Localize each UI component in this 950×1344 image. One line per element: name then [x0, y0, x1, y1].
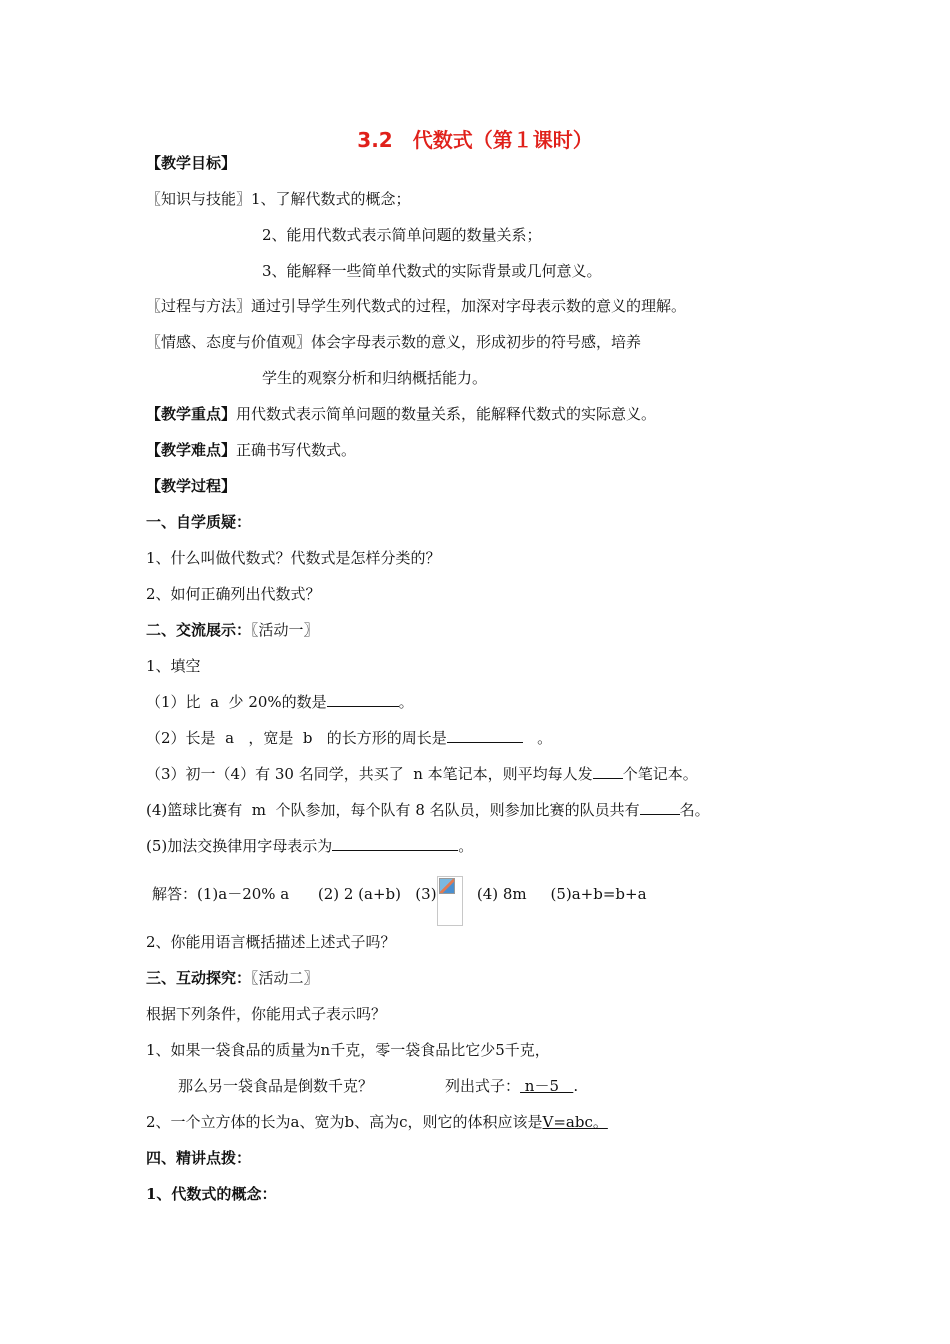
- answer-line: [152, 884, 647, 926]
- section2-fill: 1、填空: [146, 657, 201, 675]
- section3-q2-text: 2、一个立方体的长为a、宽为b、高为c，则它的体积应该是: [146, 1113, 543, 1131]
- fill-item-1: [146, 692, 414, 712]
- difficulty-line: [146, 440, 356, 460]
- fill-blank-3[interactable]: [593, 764, 623, 779]
- section3-q1-answer: n－5: [520, 1077, 574, 1095]
- emotion-label: 〖情感、态度与价值观〗: [146, 333, 312, 351]
- fill-item-3-text: （3）初一（4）有 30 名同学，共买了 n 本笔记本，则平均每人发: [146, 765, 593, 783]
- fill-blank-5[interactable]: [332, 836, 458, 851]
- fill-item-5: [146, 836, 473, 856]
- section4-heading: 四、精讲点拨：: [146, 1149, 252, 1167]
- fill-blank-2[interactable]: [447, 728, 523, 743]
- section3-q1-question: 那么另一袋食品是倒数千克？: [178, 1077, 374, 1095]
- key-point-text: 用代数式表示简单问题的数量关系，能解释代数式的实际意义。: [236, 405, 657, 423]
- emotion-text-cont: 学生的观察分析和归纳概括能力。: [262, 369, 488, 387]
- knowledge-line-1: [146, 189, 411, 209]
- knowledge-item-1: 1、了解代数式的概念；: [251, 190, 411, 208]
- broken-image-icon: [437, 876, 463, 926]
- goals-heading: 【教学目标】: [146, 154, 237, 172]
- answer-text-b: (4) 8m (5)a+b=b+a: [462, 885, 647, 903]
- fill-item-3-end: 个笔记本。: [622, 765, 698, 783]
- fill-item-2-text: （2）长是 a ，宽是 b 的长方形的周长是: [146, 729, 447, 747]
- section3-heading-line: [146, 968, 319, 988]
- fill-blank-1[interactable]: [327, 692, 399, 707]
- fill-item-5-text: (5)加法交换律用字母表示为: [146, 837, 333, 855]
- fill-item-4-text: (4)篮球比赛有 m 个队参加，每个队有 8 名队员，则参加比赛的队员共有: [146, 801, 640, 819]
- fill-item-1-end: 。: [398, 693, 414, 711]
- fill-item-1-text: （1）比 a 少 20%的数是: [146, 693, 327, 711]
- section2-heading-line: [146, 620, 319, 640]
- section3-intro: 根据下列条件，你能用式子表示吗？: [146, 1005, 387, 1023]
- knowledge-label: 〖知识与技能〗: [146, 190, 252, 208]
- process-heading: 【教学过程】: [146, 477, 237, 495]
- section2-heading: 二、交流展示：: [146, 621, 252, 639]
- key-point-line: [146, 404, 656, 424]
- section3-q1: 1、如果一袋食品的质量为n千克，零一袋食品比它少5千克，: [146, 1041, 550, 1059]
- section3-q2: [146, 1112, 608, 1132]
- section3-q1-cont: [178, 1076, 578, 1096]
- knowledge-item-2: 2、能用代数式表示简单问题的数量关系；: [262, 226, 542, 244]
- section1-heading: 一、自学质疑：: [146, 513, 252, 531]
- section4-item1: 1、代数式的概念：: [146, 1185, 277, 1203]
- section1-q2: 2、如何正确列出代数式？: [146, 585, 321, 603]
- process-line: [146, 296, 686, 316]
- section1-q1: 1、什么叫做代数式？代数式是怎样分类的？: [146, 549, 441, 567]
- process-text: 通过引导学生列代数式的过程，加深对字母表示数的意义的理解。: [251, 297, 687, 315]
- section3-q2-answer: V=abc。: [542, 1113, 608, 1131]
- section3-heading: 三、互动探究：: [146, 969, 252, 987]
- section3-q1-prompt: 列出式子：: [445, 1077, 521, 1095]
- fill-blank-4[interactable]: [640, 800, 680, 815]
- knowledge-item-3: 3、能解释一些简单代数式的实际背景或几何意义。: [262, 262, 602, 280]
- fill-item-4: [146, 800, 710, 820]
- page-title: 3.2 代数式（第１课时）: [357, 128, 593, 152]
- emotion-text: 体会字母表示数的意义，形成初步的符号感，培养: [311, 333, 642, 351]
- fill-item-2: [146, 728, 552, 748]
- fill-item-4-end: 名。: [679, 801, 710, 819]
- emotion-line: [146, 332, 641, 352]
- difficulty-label: 【教学难点】: [146, 441, 237, 459]
- fill-item-5-end: 。: [458, 837, 474, 855]
- section2-activity: 〖活动一〗: [251, 621, 319, 639]
- fill-item-2-end: 。: [522, 729, 553, 747]
- process-label: 〖过程与方法〗: [146, 297, 252, 315]
- section3-q1-end: .: [573, 1077, 579, 1095]
- answer-text-a: 解答：(1)a－20% a (2) 2 (a+b) (3): [152, 885, 437, 903]
- fill-item-3: [146, 764, 698, 784]
- difficulty-text: 正确书写代数式。: [236, 441, 357, 459]
- section3-activity: 〖活动二〗: [251, 969, 319, 987]
- key-point-label: 【教学重点】: [146, 405, 237, 423]
- section2-q2: 2、你能用语言概括描述上述式子吗？: [146, 933, 396, 951]
